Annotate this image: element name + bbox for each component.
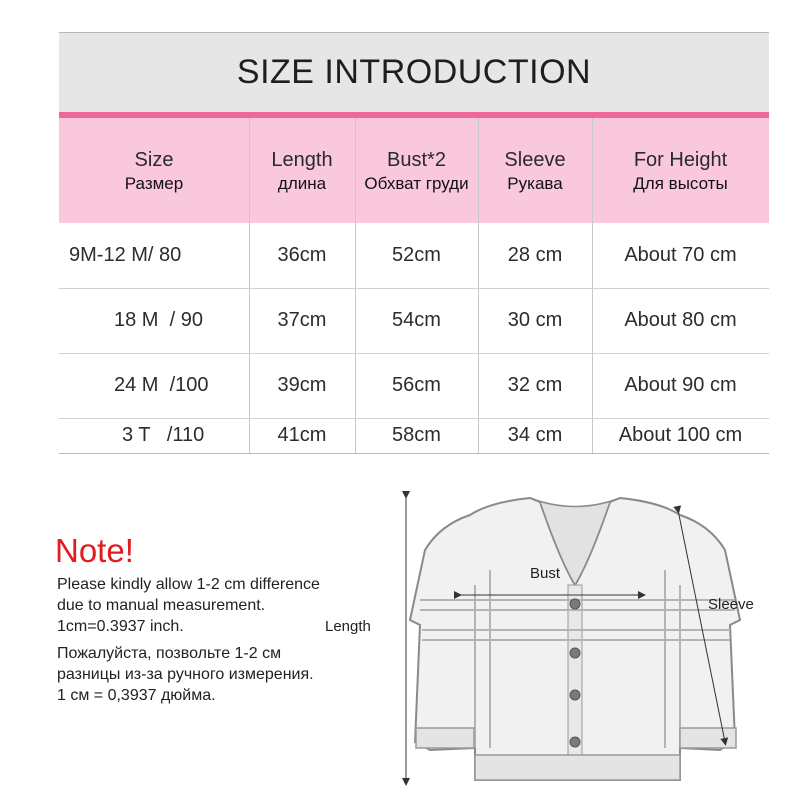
note-line-en: 1cm=0.3937 inch.	[57, 618, 184, 635]
note-line-en: Please kindly allow 1-2 cm difference	[57, 576, 320, 593]
cardigan-placket	[568, 585, 582, 780]
cell-length: 37cm	[277, 309, 327, 331]
note-title: Note!	[55, 532, 134, 569]
table-title: SIZE INTRODUCTION	[236, 53, 592, 91]
row-divider	[59, 353, 769, 354]
note-line-ru: Пожалуйста, позвольте 1-2 см	[57, 645, 282, 662]
sleeve-label: Sleeve	[708, 596, 754, 613]
header-sleeve-ru: Рукава	[507, 173, 563, 193]
cell-height: About 90 cm	[624, 374, 737, 396]
header-bust-en: Bust*2	[387, 148, 446, 171]
header-size-ru: Размер	[124, 173, 184, 193]
cell-size: 3 T /110	[122, 424, 205, 446]
cell-size: 18 M / 90	[114, 309, 203, 331]
header-bust	[355, 118, 478, 223]
column-divider	[478, 118, 479, 453]
column-divider	[249, 118, 250, 453]
row-divider	[59, 288, 769, 289]
button-dot	[570, 690, 580, 700]
header-length-ru: длина	[277, 173, 327, 193]
cell-sleeve: 28 cm	[507, 244, 563, 266]
table-title-band	[59, 33, 769, 112]
row-divider	[59, 418, 769, 419]
header-height	[592, 118, 769, 223]
cell-sleeve: 32 cm	[507, 374, 563, 396]
table-row	[59, 288, 769, 353]
cell-bust: 58cm	[392, 424, 441, 446]
button-dot	[570, 737, 580, 747]
header-height-ru: Для высоты	[633, 173, 728, 193]
cell-bust: 56cm	[392, 374, 441, 396]
note-line-ru: разницы из-за ручного измерения.	[57, 666, 314, 683]
size-table	[59, 32, 769, 454]
header-sleeve-en: Sleeve	[504, 148, 566, 171]
button-dot	[570, 599, 580, 609]
cardigan-left-cuff	[416, 728, 474, 748]
cell-sleeve: 34 cm	[507, 424, 563, 446]
cell-height: About 70 cm	[624, 244, 737, 266]
cell-length: 41cm	[277, 424, 327, 446]
header-length-en: Length	[271, 148, 333, 171]
cell-height: About 80 cm	[624, 309, 737, 331]
cardigan-diagram	[325, 480, 800, 800]
button-dot	[570, 648, 580, 658]
cell-size: 24 M /100	[114, 374, 209, 396]
table-row	[59, 353, 769, 418]
cell-size: 9M-12 M/ 80	[69, 244, 182, 266]
cell-bust: 54cm	[392, 309, 441, 331]
header-height-en: For Height	[633, 148, 728, 171]
table-header-row	[59, 118, 769, 223]
header-size	[59, 118, 249, 223]
header-bust-ru: Обхват груди	[364, 173, 469, 193]
column-divider	[355, 118, 356, 453]
cell-bust: 52cm	[392, 244, 441, 266]
bust-label: Bust	[530, 565, 561, 582]
table-row	[59, 223, 769, 288]
column-divider	[592, 118, 593, 453]
length-label: Length	[325, 618, 371, 635]
header-length	[249, 118, 355, 223]
cell-length: 36cm	[277, 244, 327, 266]
header-size-en: Size	[134, 148, 174, 171]
header-sleeve	[478, 118, 592, 223]
cell-height: About 100 cm	[618, 424, 743, 446]
cardigan-hem	[475, 755, 680, 780]
cardigan-right-cuff	[680, 728, 736, 748]
cardigan-illustration	[380, 480, 800, 800]
note-line-en: due to manual measurement.	[57, 597, 266, 614]
cell-length: 39cm	[277, 374, 327, 396]
note-line-ru: 1 см = 0,3937 дюйма.	[57, 687, 216, 704]
table-row	[59, 418, 769, 453]
cell-sleeve: 30 cm	[507, 309, 563, 331]
